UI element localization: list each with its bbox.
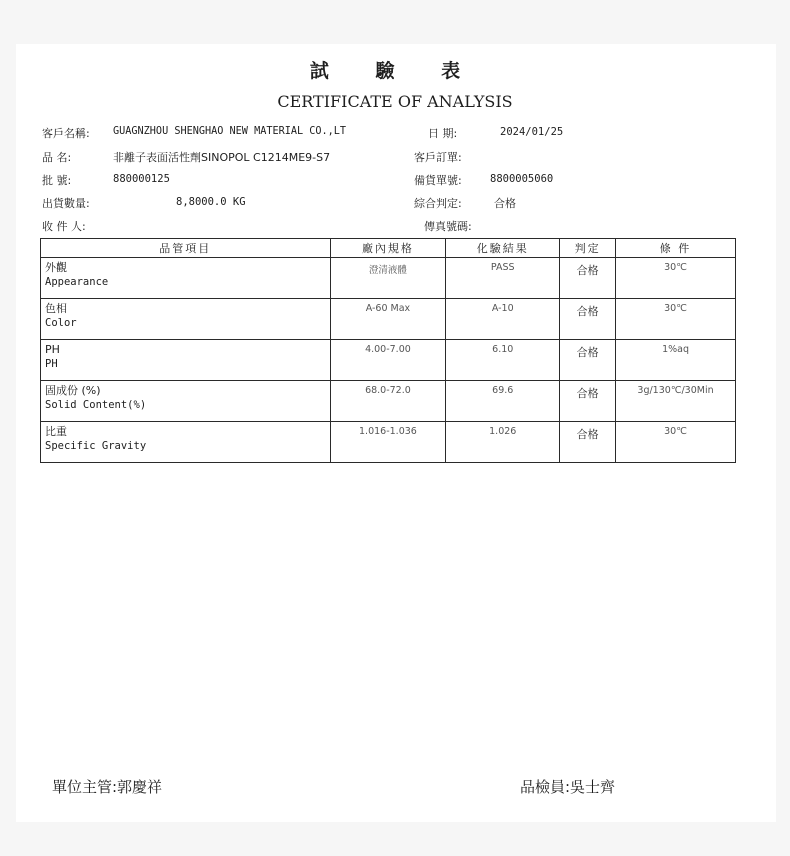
spec-cell: 1.016-1.036 bbox=[330, 422, 446, 463]
stock-number-label: 備貨單號: bbox=[414, 174, 462, 187]
test-item-cell bbox=[41, 258, 331, 299]
overall-judgment-value: 合格 bbox=[494, 197, 516, 210]
customer-order-label: 客戶訂單: bbox=[414, 151, 462, 164]
date-value: 2024/01/25 bbox=[500, 126, 564, 138]
condition-cell: 30℃ bbox=[616, 258, 736, 299]
supervisor-signature: 單位主管:郭慶祥 bbox=[52, 778, 163, 796]
result-cell: 6.10 bbox=[446, 340, 560, 381]
header-test-item: 品管項目 bbox=[41, 239, 331, 258]
result-cell: PASS bbox=[446, 258, 560, 299]
result-cell: 1.026 bbox=[446, 422, 560, 463]
customer-label: 客戶名稱: bbox=[42, 127, 90, 140]
document-title-english: CERTIFICATE OF ANALYSIS bbox=[277, 92, 513, 111]
lot-number-label: 批 號: bbox=[42, 174, 72, 187]
test-item-cell bbox=[41, 299, 331, 340]
lot-number-value: 880000125 bbox=[113, 173, 170, 185]
test-item-chinese: PH bbox=[45, 343, 60, 356]
condition-cell: 30℃ bbox=[616, 299, 736, 340]
analysis-table bbox=[40, 238, 736, 463]
result-cell: A-10 bbox=[446, 299, 560, 340]
condition-cell: 30℃ bbox=[616, 422, 736, 463]
spec-cell: 68.0-72.0 bbox=[330, 381, 446, 422]
inspector-signature: 品檢員:吳士齊 bbox=[520, 778, 616, 796]
table-row bbox=[41, 381, 736, 422]
test-item-cell bbox=[41, 340, 331, 381]
test-item-chinese: 固成份 (%) bbox=[45, 384, 101, 397]
spec-cell: 4.00-7.00 bbox=[330, 340, 446, 381]
test-item-chinese: 外觀 bbox=[45, 261, 67, 274]
judgment-cell: 合格 bbox=[560, 381, 616, 422]
overall-judgment-label: 綜合判定: bbox=[414, 197, 462, 210]
test-item-chinese: 比重 bbox=[45, 425, 67, 438]
product-label: 品 名: bbox=[42, 151, 72, 164]
fax-number-label: 傳真號碼: bbox=[424, 220, 472, 233]
table-row bbox=[41, 299, 736, 340]
spec-cell: A-60 Max bbox=[330, 299, 446, 340]
test-item-english: Appearance bbox=[45, 276, 109, 288]
stock-number-value: 8800005060 bbox=[490, 173, 554, 185]
judgment-cell: 合格 bbox=[560, 299, 616, 340]
table-header-row bbox=[41, 239, 736, 258]
customer-value: GUAGNZHOU SHENGHAO NEW MATERIAL CO.,LT bbox=[113, 126, 347, 137]
header-internal-spec: 廠內規格 bbox=[330, 239, 446, 258]
condition-cell: 3g/130℃/30Min bbox=[616, 381, 736, 422]
test-item-english: Specific Gravity bbox=[45, 440, 147, 452]
table-row bbox=[41, 422, 736, 463]
table-row bbox=[41, 340, 736, 381]
recipient-label: 收 件 人: bbox=[42, 220, 86, 233]
judgment-cell: 合格 bbox=[560, 258, 616, 299]
table-row bbox=[41, 258, 736, 299]
date-label: 日 期: bbox=[428, 127, 458, 140]
judgment-cell: 合格 bbox=[560, 340, 616, 381]
condition-cell: 1%aq bbox=[616, 340, 736, 381]
test-item-english: PH bbox=[45, 358, 58, 370]
test-item-english: Color bbox=[45, 317, 77, 329]
judgment-cell: 合格 bbox=[560, 422, 616, 463]
shipment-quantity-label: 出貨數量: bbox=[42, 197, 90, 210]
test-item-chinese: 色相 bbox=[45, 302, 67, 315]
test-item-cell bbox=[41, 422, 331, 463]
result-cell: 69.6 bbox=[446, 381, 560, 422]
product-value: 非離子表面活性劑SINOPOL C1214ME9-S7 bbox=[113, 151, 331, 164]
shipment-quantity-value: 8,8000.0 KG bbox=[176, 196, 246, 208]
document-title-chinese: 試 驗 表 bbox=[309, 60, 481, 82]
test-item-english: Solid Content(%) bbox=[45, 399, 147, 411]
header-condition: 條 件 bbox=[616, 239, 736, 258]
test-item-cell bbox=[41, 381, 331, 422]
header-judgment: 判定 bbox=[560, 239, 616, 258]
header-test-result: 化驗結果 bbox=[446, 239, 560, 258]
spec-cell: 澄清液體 bbox=[330, 258, 446, 299]
